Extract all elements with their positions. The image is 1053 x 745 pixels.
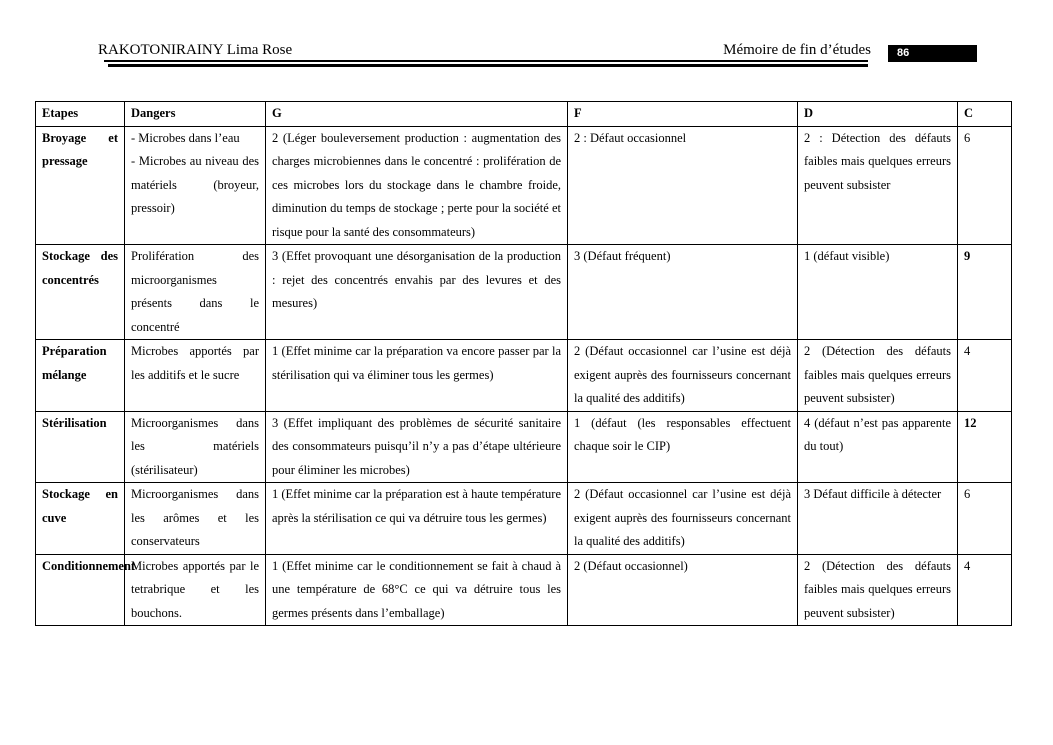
column-header-dangers: Dangers <box>125 102 266 127</box>
gravity-cell-text: 3 (Effet provoquant une désorganisation de la production : rejet des concentrés envahis par des levures et des mesures) <box>272 249 561 310</box>
frequency-cell <box>568 245 798 340</box>
table-row <box>36 483 1012 555</box>
criticality-cell-text: 9 <box>964 249 971 263</box>
header-rule <box>104 60 868 62</box>
dangers-cell <box>125 126 266 245</box>
criticality-cell-text: 6 <box>964 487 971 501</box>
table-header-row <box>36 102 1012 127</box>
criticality-cell <box>958 411 1012 483</box>
dangers-cell-text: Microorganismes dans les matériels (stérilisateur) <box>131 415 259 477</box>
frequency-cell-text: 3 (Défaut fréquent) <box>574 249 671 263</box>
stage-cell <box>36 126 125 245</box>
gravity-cell <box>266 340 568 412</box>
stage-cell-text: Conditionnement <box>42 558 136 573</box>
gravity-cell-text: 1 (Effet minime car le conditionnement se fait à chaud à une température de 68°C ce qui va détruire tous les germes présents dans l’emballage) <box>272 558 561 620</box>
stage-cell <box>36 411 125 483</box>
stage-cell-text: Broyage et pressage <box>42 130 118 168</box>
detection-cell <box>798 554 958 626</box>
criticality-cell <box>958 554 1012 626</box>
column-header-g: G <box>266 102 568 127</box>
document-title: Mémoire de fin d’études <box>723 42 871 58</box>
stage-cell-text: Stockage des concentrés <box>42 249 118 287</box>
stage-cell <box>36 340 125 412</box>
table-row <box>36 411 1012 483</box>
dangers-cell <box>125 554 266 626</box>
frequency-cell-text: 2 (Défaut occasionnel) <box>574 558 688 573</box>
gravity-cell-text: 1 (Effet minime car la préparation va encore passer par la stérilisation qui va éliminer tous les germes) <box>272 344 561 382</box>
gravity-cell-text: 3 (Effet impliquant des problèmes de sécurité sanitaire des consommateurs puisqu’il n’y a pas d’étape ultérieure pour éliminer les microbes) <box>272 415 561 477</box>
criticality-cell <box>958 245 1012 340</box>
stage-cell-text: Stérilisation <box>42 415 107 430</box>
gravity-cell <box>266 245 568 340</box>
criticality-cell-text: 4 <box>964 558 971 573</box>
detection-cell <box>798 245 958 340</box>
criticality-cell <box>958 340 1012 412</box>
detection-cell-text: 3 Défaut difficile à détecter <box>804 487 942 501</box>
stage-cell-text: Préparation mélange <box>42 344 107 382</box>
criticality-cell <box>958 126 1012 245</box>
frequency-cell <box>568 411 798 483</box>
gravity-cell-text: 1 (Effet minime car la préparation est à haute température après la stérilisation ce qui va détruire tous les germes) <box>272 487 561 525</box>
stage-cell <box>36 554 136 626</box>
table-row <box>36 340 1012 412</box>
criticality-cell-text: 4 <box>964 344 971 358</box>
dangers-cell <box>125 340 266 412</box>
author-name: RAKOTONIRAINY Lima Rose <box>98 42 293 58</box>
detection-cell-text: 2 (Détection des défauts faibles mais quelques erreurs peuvent subsister) <box>804 558 951 620</box>
frequency-cell-text: 2 : Défaut occasionnel <box>574 130 687 145</box>
detection-cell-text: 1 (défaut visible) <box>804 249 890 263</box>
column-header-etapes: Etapes <box>36 102 125 127</box>
page-number: 86 <box>888 45 977 62</box>
dangers-cell <box>125 245 266 340</box>
detection-cell-text: 2 : Détection des défauts faibles mais quelques erreurs peuvent subsister <box>804 130 951 192</box>
frequency-cell-text: 2 (Défaut occasionnel car l’usine est déjà exigent auprès des fournisseurs concernant la qualité des additifs) <box>574 344 791 405</box>
column-header-c: C <box>958 102 1012 127</box>
dangers-cell-text: - Microbes dans l’eau <box>131 130 240 145</box>
dangers-cell <box>125 483 266 555</box>
criticality-cell-text: 6 <box>964 130 971 145</box>
frequency-cell <box>568 554 798 626</box>
gravity-cell <box>266 483 568 555</box>
frequency-cell-text: 2 (Défaut occasionnel car l’usine est déjà exigent auprès des fournisseurs concernant la qualité des additifs) <box>574 487 791 548</box>
dangers-cell-text: - Microbes au niveau des matériels (broyeur, pressoir) <box>131 154 259 215</box>
frequency-cell <box>568 126 798 245</box>
page-header <box>98 40 978 70</box>
stage-cell <box>36 483 125 555</box>
criticality-cell-text: 12 <box>964 415 977 430</box>
stage-cell <box>36 245 125 340</box>
table-row <box>36 126 1012 245</box>
frequency-cell <box>568 340 798 412</box>
hazard-analysis-table <box>35 101 1012 626</box>
dangers-cell <box>125 411 266 483</box>
gravity-cell <box>266 411 568 483</box>
frequency-cell-text: 1 (défaut (les responsables effectuent chaque soir le CIP) <box>574 415 791 453</box>
header-rule-thick <box>108 64 868 67</box>
gravity-cell-text: 2 (Léger bouleversement production : augmentation des charges microbiennes dans le concentré : prolifération de ces microbes lors du stockage dans le chambre froide, diminution du temps de stockage ; perte pour la société et risque pour la santé des consommateurs) <box>272 130 561 239</box>
detection-cell <box>798 340 958 412</box>
detection-cell <box>798 411 958 483</box>
detection-cell <box>798 483 958 555</box>
stage-cell-text: Stockage en cuve <box>42 487 118 525</box>
criticality-cell <box>958 483 1012 555</box>
dangers-cell-text: Microbes apportés par les additifs et le sucre <box>131 344 259 382</box>
gravity-cell <box>266 554 568 626</box>
gravity-cell <box>266 126 568 245</box>
column-header-f: F <box>568 102 798 127</box>
dangers-cell-text: Prolifération des microorganismes présents dans le concentré <box>131 249 259 334</box>
detection-cell-text: 2 (Détection des défauts faibles mais quelques erreurs peuvent subsister) <box>804 344 951 405</box>
table-row <box>36 245 1012 340</box>
detection-cell-text: 4 (défaut n’est pas apparente du tout) <box>804 415 951 453</box>
dangers-cell-text: Microorganismes dans les arômes et les conservateurs <box>131 487 259 548</box>
detection-cell <box>798 126 958 245</box>
dangers-cell-text: Microbes apportés par le tetrabrique et les bouchons. <box>131 558 259 620</box>
table-row <box>36 554 1012 626</box>
frequency-cell <box>568 483 798 555</box>
column-header-d: D <box>798 102 958 127</box>
